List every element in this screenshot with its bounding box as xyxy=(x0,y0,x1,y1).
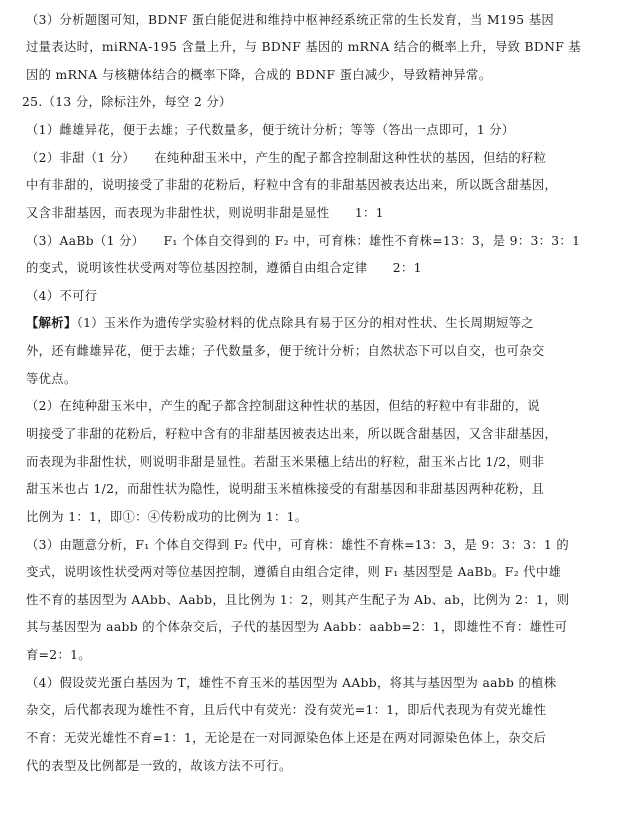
text-line: 杂交，后代都表现为雄性不育，且后代中有荧光：没有荧光=1：1，即后代表现为有荧光雄性 xyxy=(26,703,547,717)
text-line: 等优点。 xyxy=(26,372,77,386)
text-line: 而表现为非甜性状，则说明非甜是显性。若甜玉米果穗上结出的籽粒，甜玉米占比 1/2，则非 xyxy=(26,455,545,469)
text-line: 比例为 1：1，即①：④传粉成功的比例为 1：1。 xyxy=(26,510,308,524)
text-line: 性不育的基因型为 AAbb、Aabb，且比例为 1：2，则其产生配子为 Ab、ab，比例为 2：1，则 xyxy=(26,593,570,607)
question-heading: 25.（13 分，除标注外，每空 2 分） xyxy=(22,95,232,109)
text-line: 代的表型及比例都是一致的，故该方法不可行。 xyxy=(26,759,292,773)
text-line: 不育：无荧光雄性不育=1：1，无论是在一对同源染色体上还是在两对同源染色体上，杂交后 xyxy=(26,731,547,745)
text-line: 过量表达时，miRNA-195 含量上升，与 BDNF 基因的 mRNA 结合的概率上升，导致 BDNF 基 xyxy=(26,40,582,54)
text-line: 甜玉米也占 1/2，而甜性状为隐性，说明甜玉米植株接受的有甜基因和非甜基因两种花粉，且 xyxy=(26,482,545,496)
analysis-heading-line: 【解析】（1）玉米作为遗传学实验材料的优点除具有易于区分的相对性状、生长周期短等之 xyxy=(26,315,534,330)
text-line: 因的 mRNA 与核糖体结合的概率下降，合成的 BDNF 蛋白减少，导致精神异常。 xyxy=(26,68,492,82)
text-line: （2）非甜（1 分） 在纯种甜玉米中，产生的配子都含控制甜这种性状的基因，但结的籽粒 xyxy=(26,151,547,165)
text-line: 其与基因型为 aabb 的个体杂交后，子代的基因型为 Aabb：aabb=2：1，即雄性不育：雄性可 xyxy=(26,620,568,634)
text-line: 又含非甜基因，而表现为非甜性状，则说明非甜是显性 1：1 xyxy=(26,206,384,220)
text-line: 变式，说明该性状受两对等位基因控制，遵循自由组合定律，则 F₁ 基因型是 AaBb。F₂ 代中雄 xyxy=(26,565,562,579)
text-line: （4）假设荧光蛋白基因为 T，雄性不育玉米的基因型为 AAbb，将其与基因型为 aabb 的植株 xyxy=(26,676,557,690)
text-line: 外，还有雌雄异花，便于去雄；子代数量多，便于统计分析；自然状态下可以自交，也可杂交 xyxy=(26,344,545,358)
text-line: （1）雌雄异花，便于去雄；子代数量多，便于统计分析；等等（答出一点即可，1 分） xyxy=(26,123,515,137)
analysis-marker: 【解析】 xyxy=(26,315,77,330)
text-line: （2）在纯种甜玉米中，产生的配子都含控制甜这种性状的基因，但结的籽粒中有非甜的，说 xyxy=(26,399,541,413)
text-line: 的变式，说明该性状受两对等位基因控制，遵循自由组合定律 2：1 xyxy=(26,261,422,275)
text-line: （3）由题意分析，F₁ 个体自交得到 F₂ 代中，可育株：雄性不育株=13：3，是 9：3：3：1 的 xyxy=(26,538,570,552)
text-line: （3）分析题图可知，BDNF 蛋白能促进和维持中枢神经系统正常的生长发育，当 M195 基因 xyxy=(26,13,554,27)
text-line: （4）不可行 xyxy=(26,289,98,303)
text-line: 明接受了非甜的花粉后，籽粒中含有的非甜基因被表达出来，所以既含甜基因，又含非甜基因， xyxy=(26,427,558,441)
text-line: 中有非甜的，说明接受了非甜的花粉后，籽粒中含有的非甜基因被表达出来，所以既含甜基因， xyxy=(26,178,558,192)
text-line: 育=2：1。 xyxy=(26,648,91,662)
text-line: （3）AaBb（1 分） F₁ 个体自交得到的 F₂ 中，可育株：雄性不育株=13：3，是 9：3：3：1 xyxy=(26,234,581,248)
